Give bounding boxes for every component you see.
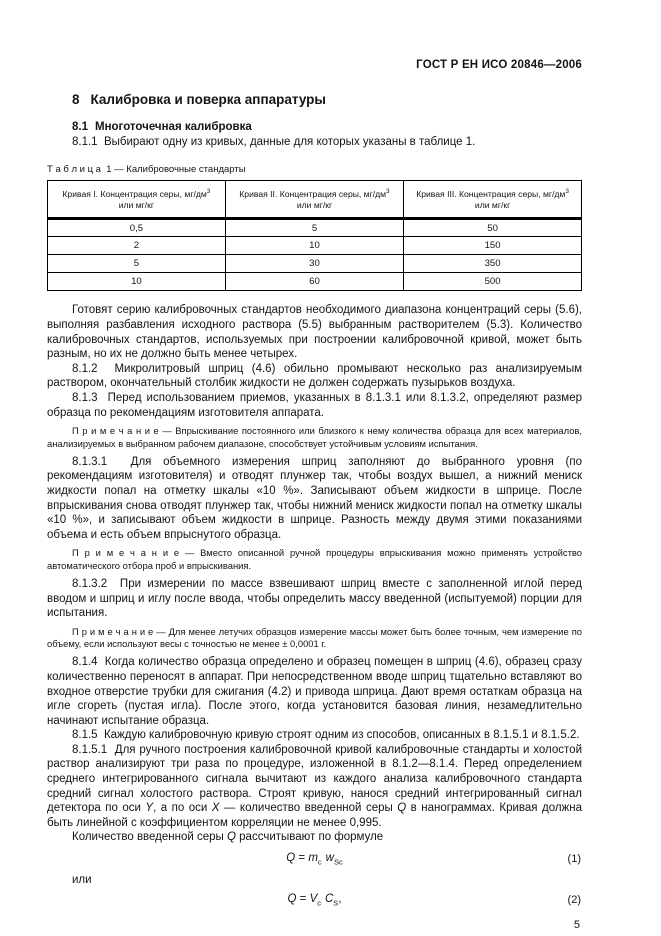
subsection-number: 8.1 (72, 121, 88, 133)
variable-q: Q (397, 802, 407, 815)
table-cell: 2 (48, 237, 226, 255)
table-row (48, 255, 582, 273)
formula-2-row (47, 893, 582, 911)
running-head: ГОСТ Р ЕН ИСО 20846—2006 (416, 59, 582, 71)
table-header-row (48, 180, 582, 219)
header-line-2: или мг/кг (296, 200, 333, 211)
table-cell: 150 (404, 237, 582, 255)
or-word: или (72, 874, 92, 887)
formula-1-row (47, 852, 582, 870)
section-title: Калибровка и поверка аппаратуры (90, 92, 326, 107)
table-body (48, 219, 582, 291)
paragraph-8-1-3-1: 8.1.3.1 Для объемного измерения шприц заполняют до выбранного уровня (по рекомендациям изготовителя) и отводят плунжер так, чтобы воздух вышел, а нижний мениск жидкости попал на отметку шкалы «10 %». Записывают объем жидкости в шприце. После впрыскивания снова отводят плунжер так, чтобы нижний мениск жидкости попал на отметку шкалы «10 %», и записывают объем жидкости в шприце. Разность между двумя этими показаниями объема и есть объем впрыснутого образца. (47, 455, 582, 541)
variable-x: X (211, 802, 220, 815)
paragraph-8-1-5-1: 8.1.5.1 Для ручного построения калибровочной кривой калибровочные стандарты и холостой раствор анализируют три раза по процедуре, изложенной в 8.1.2—8.1.4. Перед определением среднего интегрированного сигнала вычитают из каждого анализа калибровочного стандарта средний сигнал холостого раствора. Строят кривую, нанося средний интегрированный сигнал детектора по оси Y, а по оси X — количество введенной серы Q в нанограммах. Кривая должна быть линейной с коэффициентом корреляции не менее 0,995. (47, 743, 582, 829)
table-caption: Т а б л и ц а 1 — Калибровочные стандарты (47, 163, 246, 175)
calibration-standards-table (47, 180, 582, 292)
header-line-2: или мг/кг (474, 200, 511, 211)
variable-q: Q (227, 831, 236, 844)
table-cell: 5 (225, 219, 403, 237)
paragraph-8-1-3-2: 8.1.3.2 При измерении по массе взвешивают шприц вместе с заполненной иглой перед вводом и шприц и иглу после ввода, чтобы определить массу введенной (испытуемой) порции для испытания. (47, 577, 582, 620)
table-cell: 10 (48, 273, 226, 291)
subsection-heading (72, 121, 582, 133)
paragraph-8-1-1: 8.1.1 Выбирают одну из кривых, данные для которых указаны в таблице 1. (72, 136, 476, 148)
header-line-1: Кривая III. Концентрация серы, $мг/дм^3$ (416, 187, 569, 199)
header-line-1: Кривая I. Концентрация серы, $мг/дм^3$ (62, 187, 211, 199)
paragraph-8-1-5: 8.1.5 Каждую калибровочную кривую строят одним из способов, описанных в 8.1.5.1 и 8.1.5.2. (72, 729, 580, 742)
table-cell: 30 (225, 255, 403, 273)
page-number: 5 (573, 919, 580, 932)
table-head (48, 180, 582, 219)
subsection-title: Многоточечная калибровка (95, 121, 252, 133)
table-cell: 500 (404, 273, 582, 291)
header-line-1: Кривая II. Концентрация серы, $мг/дм^3$ (239, 187, 390, 199)
note-3: П р и м е ч а н и е — Для менее летучих образцов измерение массы может быть более точным, чем измерение по объему, если используют весы с точностью не менее ± 0,0001 г. (47, 625, 582, 650)
formula-1-number: (1) (567, 853, 581, 866)
table-cell: 50 (404, 219, 582, 237)
formula-2-number: (2) (567, 894, 581, 907)
table-cell: 5 (48, 255, 226, 273)
formula-2: $Q = V_c$ $C_S$, (287, 893, 342, 908)
variable-y: Y (145, 802, 154, 815)
paragraph-8-1-2: 8.1.2 Микролитровый шприц (4.6) обильно промывают несколько раз анализируемым раствором, окончательный столбик жидкости не должен содержать пузырьков воздуха. (47, 362, 582, 390)
note-2: П р и м е ч а н и е — Вместо описанной ручной процедуры впрыскивания можно применять устройство автоматического отбора проб и впрыскивания. (47, 547, 582, 571)
table-cell: 0,5 (48, 219, 226, 237)
table-header-curve-ii (225, 180, 403, 219)
table-cell: 60 (225, 273, 403, 291)
section-number: 8 (72, 92, 80, 107)
header-line-2: или мг/кг (118, 200, 155, 211)
table-row (48, 219, 582, 237)
section-heading (72, 92, 582, 107)
formula-1: $Q = m_c$ $w_{Sc}$ (286, 852, 343, 867)
table-row (48, 237, 582, 255)
paragraph-intro: Готовят серию калибровочных стандартов необходимого диапазона концентраций серы (5.6), выполняя разбавления исходного раствора (5.5) выбранным растворителем (5.3). Количество калибровочных стандартов, используемых при построении калибровочной кривой, может быть разным, но их не должно быть менее четырех. (47, 304, 582, 361)
table-cell: 350 (404, 255, 582, 273)
formula-intro: Количество введенной серы Q рассчитывают по формуле (72, 831, 384, 844)
paragraph-8-1-4: 8.1.4 Когда количество образца определено и образец помещен в шприц (4.6), образец сразу количественно переносят в аппарат. При непосредственном вводе шприц тщательно вставляют во входное отверстие трубки для сжигания (4.2) и привода шприца. Дают время остаткам образца на игле сгореть (пустая игла). После этого, когда установится базовая линия, незамедлительно начинают испытание образца. (47, 656, 582, 727)
table-row (48, 273, 582, 291)
table-header-curve-i (48, 180, 226, 219)
note-1: П р и м е ч а н и е — Впрыскивание постоянного или близкого к нему количества образца для всех материалов, анализируемых в выбранном рабочем диапазоне, способствует устойчивым условиям испытания. (47, 425, 582, 449)
table-header-curve-iii (404, 180, 582, 219)
paragraph-8-1-3: 8.1.3 Перед использованием приемов, указанных в 8.1.3.1 или 8.1.3.2, определяют размер образца по рекомендациям изготовителя аппарата. (47, 392, 582, 419)
table-cell: 10 (225, 237, 403, 255)
